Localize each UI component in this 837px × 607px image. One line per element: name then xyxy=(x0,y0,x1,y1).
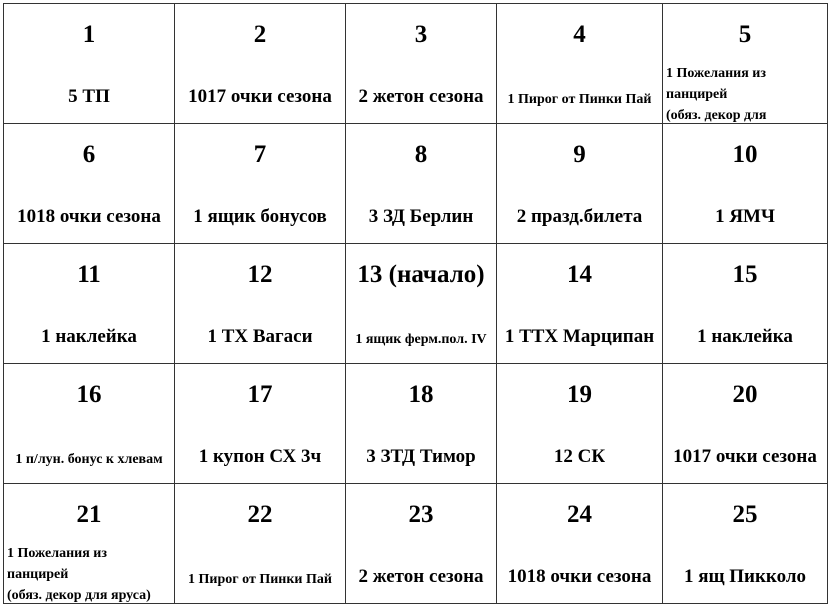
day-number: 13 (начало) xyxy=(357,261,485,288)
day-cell xyxy=(497,244,663,364)
day-number: 6 xyxy=(82,141,96,168)
day-number: 16 xyxy=(76,381,102,408)
day-cell xyxy=(497,484,663,604)
day-reward: 1017 очки сезона xyxy=(673,446,817,467)
day-reward: 1 Пожелания из панцирей (обяз. декор для xyxy=(666,66,767,123)
day-cell xyxy=(175,4,346,124)
day-reward: 1 ЯМЧ xyxy=(715,206,775,227)
day-number: 10 xyxy=(732,141,758,168)
day-reward: 1 Пожелания из панцирей (обяз. декор для яруса) xyxy=(7,546,151,603)
day-cell xyxy=(497,124,663,244)
day-cell xyxy=(346,124,497,244)
day-reward: 12 СК xyxy=(553,446,606,467)
day-reward: 1 Пирог от Пинки Пай xyxy=(507,92,652,107)
day-reward: 3 ЗТД Тимор xyxy=(366,446,476,467)
day-number: 15 xyxy=(732,261,758,288)
day-cell xyxy=(497,4,663,124)
day-number: 23 xyxy=(408,501,434,528)
day-reward: 1 п/лун. бонус к хлевам xyxy=(15,452,163,467)
day-number: 20 xyxy=(732,381,758,408)
day-cell xyxy=(175,124,346,244)
day-reward: 1 ящик бонусов xyxy=(193,206,327,227)
day-reward: 1 наклейка xyxy=(697,326,793,347)
day-reward: 2 жетон сезона xyxy=(358,566,484,587)
day-reward: 1 Пирог от Пинки Пай xyxy=(188,572,332,587)
day-cell xyxy=(663,4,828,124)
day-cell xyxy=(4,4,175,124)
day-cell xyxy=(663,364,828,484)
day-reward: 1 ТТХ Марципан xyxy=(504,326,655,347)
day-cell xyxy=(175,364,346,484)
day-number: 12 xyxy=(247,261,273,288)
day-cell xyxy=(346,4,497,124)
day-number: 21 xyxy=(76,501,102,528)
day-number: 1 xyxy=(82,21,96,48)
day-number: 8 xyxy=(414,141,428,168)
day-number: 22 xyxy=(247,501,273,528)
day-cell xyxy=(346,244,497,364)
day-number: 11 xyxy=(77,261,101,288)
day-reward: 5 ТП xyxy=(68,86,110,107)
day-cell xyxy=(175,484,346,604)
day-reward: 1 наклейка xyxy=(41,326,137,347)
day-reward: 2 празд.билета xyxy=(516,206,643,227)
day-number: 4 xyxy=(573,21,586,48)
day-reward: 1 ТХ Вагаси xyxy=(207,326,313,347)
day-reward: 1018 очки сезона xyxy=(17,206,161,227)
day-reward: 1 ящик ферм.пол. IV xyxy=(355,332,487,347)
day-number: 18 xyxy=(408,381,434,408)
day-reward: 1 ящ Пикколо xyxy=(683,566,807,587)
day-cell xyxy=(346,484,497,604)
day-number: 14 xyxy=(567,261,592,288)
day-number: 17 xyxy=(247,381,273,408)
day-reward: 1 купон СХ 3ч xyxy=(198,446,322,467)
day-number: 7 xyxy=(253,141,267,168)
day-cell xyxy=(175,244,346,364)
day-number: 3 xyxy=(414,21,428,48)
day-number: 19 xyxy=(567,381,592,408)
day-cell xyxy=(4,484,175,604)
day-number: 25 xyxy=(732,501,758,528)
day-number: 2 xyxy=(253,21,267,48)
day-cell xyxy=(663,484,828,604)
day-cell xyxy=(497,364,663,484)
day-cell xyxy=(346,364,497,484)
day-cell xyxy=(4,364,175,484)
day-reward: 2 жетон сезона xyxy=(358,86,484,107)
day-reward: 1018 очки сезона xyxy=(507,566,652,587)
day-cell xyxy=(663,244,828,364)
calendar-grid xyxy=(3,3,828,604)
day-reward: 3 ЗД Берлин xyxy=(368,206,474,227)
day-cell xyxy=(4,244,175,364)
day-number: 9 xyxy=(573,141,586,168)
day-cell xyxy=(663,124,828,244)
day-reward: 1017 очки сезона xyxy=(188,86,332,107)
day-number: 24 xyxy=(567,501,592,528)
day-cell xyxy=(4,124,175,244)
day-number: 5 xyxy=(738,21,752,48)
